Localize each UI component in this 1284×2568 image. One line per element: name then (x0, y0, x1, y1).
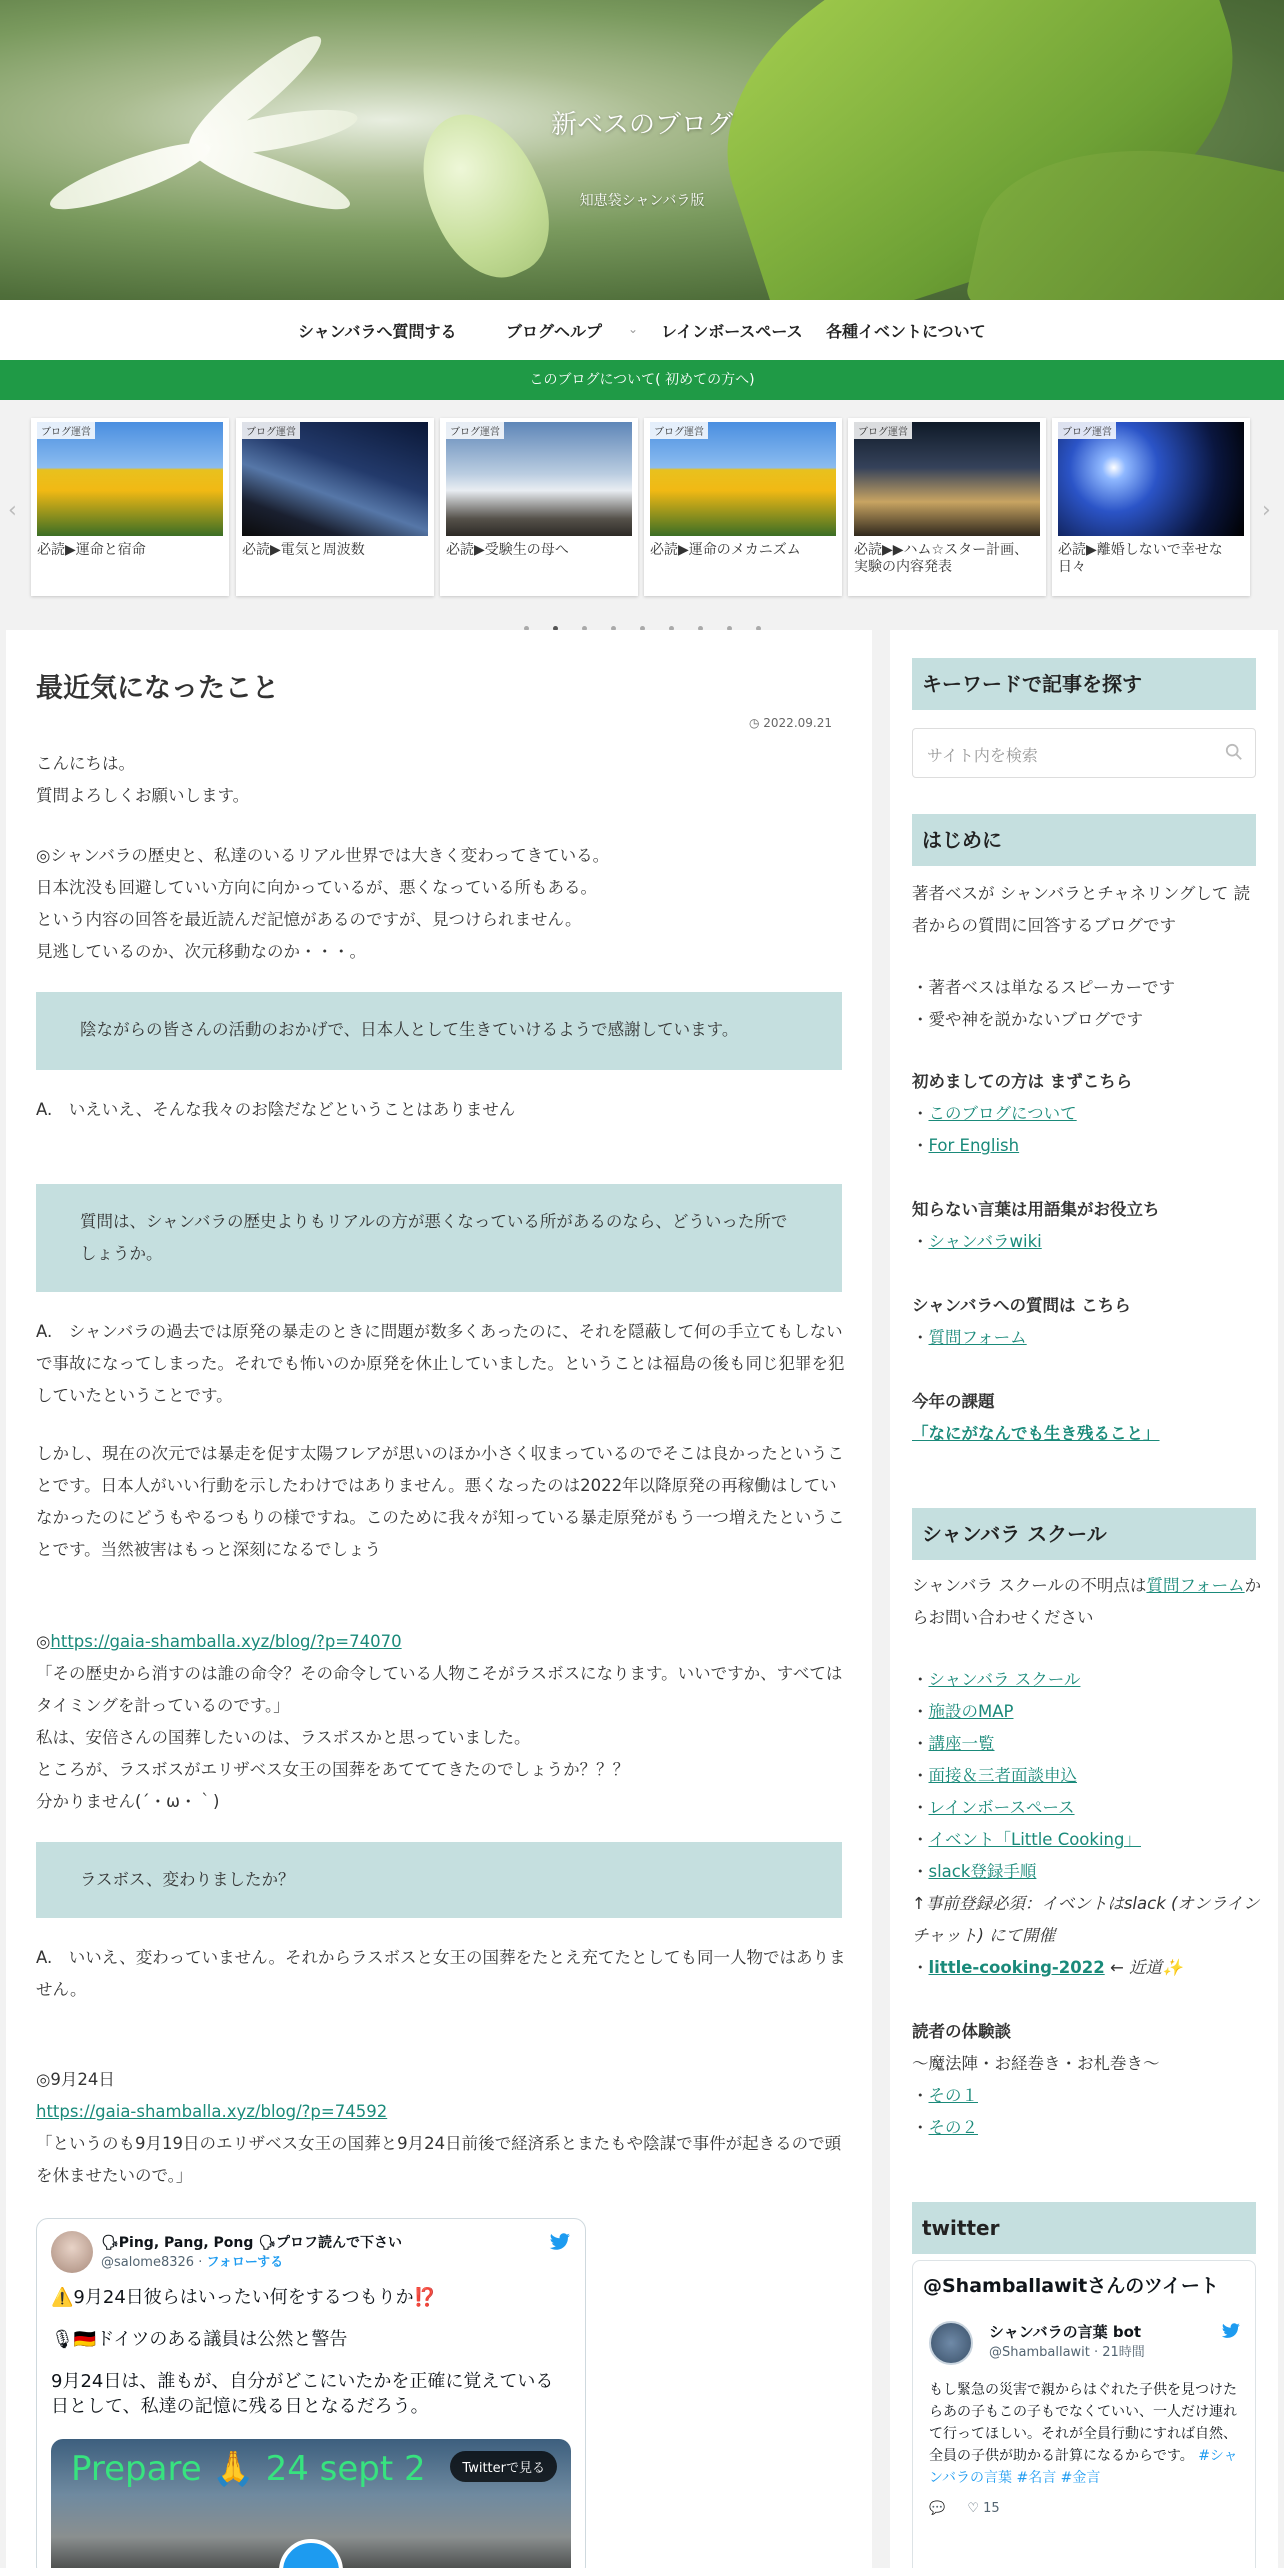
widget-title: キーワードで記事を探す (912, 658, 1256, 710)
category-tag: ブログ運営 (650, 422, 708, 439)
sidebar-link[interactable]: その２ (928, 2118, 978, 2137)
sidebar-link[interactable]: slack登録手順 (928, 1862, 1037, 1881)
carousel-card[interactable] (644, 418, 842, 596)
sidebar-link-row: ・slack登録手順 (912, 1862, 1037, 1881)
tweet-author-handle: @Shamballawit · 21時間 (989, 2345, 1145, 2360)
sidebar-link-row: ・その２ (912, 2118, 978, 2137)
card-title: 必読▶離婚しないで幸せな日々 (1058, 542, 1223, 575)
tweet-video[interactable] (51, 2439, 571, 2568)
carousel-card[interactable] (1052, 418, 1250, 596)
clock-icon: ◷ (748, 716, 764, 730)
tweet-text: 🎙🇩🇪ドイツのある議員は公然と警告 (51, 2329, 348, 2350)
card-thumbnail (854, 422, 1040, 536)
sidebar-link-row: ・このブログについて (912, 1104, 1077, 1123)
paragraph: 「その歴史から消すのは誰の命令？その命令している人物こそがラスボスになります。いいですか、すべてはタイミングを計っているのです。」 私は、安倍さんの国葬したいのは、ラスボスかと思っていました。 ところが、ラスボスがエリザベス女王の国葬をあてててきたのでしょうか？？？ 分かりません(´・ω・｀) (36, 1664, 843, 1811)
answer: しかし、現在の次元では暴走を促す太陽フレアが思いのほか小さく収まっているのでそこは良かったということです。日本人がいい行動を示したわけではありません。悪くなったのは2022年以降原発の再稼働はしていなかったのにどうもやるつもりの様ですね。このために我々が知っている暴走原発がもう一つ増えたということです。当然被害はもっと深刻になるでしょう (36, 1444, 845, 1559)
widget-title: はじめに (912, 814, 1256, 866)
carousel-card[interactable] (848, 418, 1046, 596)
category-tag: ブログ運営 (854, 422, 912, 439)
sidebar-link-row: ・シャンバラ スクール (912, 1670, 1081, 1689)
article-title: 最近気になったこと (36, 673, 279, 704)
sidebar-link-row: ・講座一覧 (912, 1734, 995, 1753)
link-paragraph (36, 1626, 846, 1658)
sidebar-link-row (912, 1418, 1262, 1450)
intro-bullet: ・著者ベスは単なるスピーカーです (912, 978, 1176, 997)
section-heading: 読者の体験談 (912, 2022, 1011, 2041)
school-note: ↑事前登録必須：イベントはslack (オンラインチャット) にて開催 (912, 1894, 1260, 1945)
card-thumbnail (1058, 422, 1244, 536)
hashtag-link[interactable]: #金言 (1060, 2470, 1101, 2486)
card-thumbnail (650, 422, 836, 536)
category-tag: ブログ運営 (242, 422, 300, 439)
header-hero (0, 0, 1284, 300)
tweet-author-name[interactable]: 🗣Ping, Pang, Pong 🗣プロフ読んで下さい (101, 2235, 403, 2251)
card-title: 必読▶受験生の母へ (446, 542, 569, 558)
search-input[interactable] (912, 728, 1256, 778)
sidebar-link[interactable]: シャンバラ スクール (928, 1670, 1081, 1689)
article (6, 630, 872, 2568)
sidebar-link[interactable]: 講座一覧 (928, 1734, 995, 1753)
bullet-mark: ◎ (36, 1632, 51, 1651)
sidebar-link[interactable]: 面接＆三者面談申込 (928, 1766, 1077, 1785)
sidebar-link-row: ・シャンバラwiki (912, 1232, 1042, 1251)
intro-text: 著者ベスが シャンバラとチャネリングして 読者からの質問に回答するブログです (912, 884, 1251, 935)
tweet-text: もし緊急の災害で親からはぐれた子供を見つけたらあの子もこの子もでなくていい、一人だけ連れて行ってほしい。それが全員行動にすれば自然、全員の子供が助かる計算になるからです。 #シャンバラの言葉 #名言 #金言 (929, 2382, 1238, 2486)
watch-on-twitter-button[interactable]: Twitterで見る (450, 2451, 557, 2482)
sidebar-link-row: ・レインボースペース (912, 1798, 1075, 1817)
like-icon[interactable]: ♡ (967, 2501, 979, 2516)
paragraph: こんにちは。 質問よろしくお願いします。 (36, 754, 250, 805)
sidebar-link[interactable]: 施設のMAP (928, 1702, 1014, 1721)
link-paragraph (36, 2096, 846, 2128)
sidebar-link-row: ・質問フォーム (912, 1328, 1027, 1347)
card-title: 必読▶電気と周波数 (242, 542, 365, 558)
video-caption: Prepare 🙏 24 sept 2 (71, 2449, 426, 2489)
sidebar-link-row: ・For English (912, 1136, 1020, 1155)
sidebar-link[interactable]: シャンバラwiki (928, 1232, 1042, 1251)
tweet-text: 9月24日は、誰もが、自分がどこにいたかを正確に覚えている日として、私達の記憶に残る日となるだろう。 (51, 2371, 554, 2417)
sidebar-link-row: ・面接＆三者面談申込 (912, 1766, 1077, 1785)
paragraph: 「というのも9月19日のエリザベス女王の国葬と9月24日前後で経済系とまたもや陰謀で事件が起きるので頭を休ませたいので。」 (36, 2134, 842, 2185)
article-date (749, 716, 832, 730)
article-link[interactable]: https://gaia-shamballa.xyz/blog/?p=74592 (36, 2102, 388, 2121)
timeline-title[interactable]: @Shamballawitさんのツイート (923, 2275, 1219, 2297)
answer: A. シャンバラの過去では原発の暴走のときに問題が数多くあったのに、それを隠蔽して何の手立てもしないで事故になってしまった。それでも怖いのか原発を休止していました。ということは福島の後も同じ犯罪を犯していたということです。 (36, 1322, 845, 1405)
hashtag-link[interactable]: #名言 (1016, 2470, 1057, 2486)
answer: A. いえいえ、そんな我々のお陰だなどということはありません (36, 1100, 516, 1119)
search-placeholder: サイト内を検索 (927, 746, 1038, 765)
category-tag: ブログ運営 (446, 422, 504, 439)
section-heading: 今年の課題 (912, 1392, 995, 1411)
carousel-card[interactable] (31, 418, 229, 596)
tweet-author-handle: @salome8326 · フォローする (101, 2255, 284, 2270)
question-box: 質問は、シャンバラの歴史よりもリアルの方が悪くなっている所があるのなら、どういった所でしょうか。 (36, 1184, 842, 1292)
chevron-right-icon[interactable]: › (1262, 498, 1271, 523)
like-count: 15 (983, 2501, 1000, 2516)
answer: A. いいえ、変わっていません。それからラスボスと女王の国葬をたとえ充てたとしても同一人物ではありません。 (36, 1948, 846, 1999)
chevron-down-icon[interactable]: ⌄ (628, 322, 639, 336)
hashtag-link[interactable]: #シャンバラの言葉 (929, 2448, 1238, 2486)
section-heading: 知らない言葉は用語集がお役立ち (912, 1200, 1160, 1219)
tweet-author-name[interactable]: シャンバラの言葉 bot (989, 2323, 1142, 2341)
global-nav (0, 300, 1284, 360)
widget-title: シャンバラ スクール (912, 1508, 1256, 1560)
card-title: 必読▶▶ハム☆スター計画、実験の内容発表 (854, 542, 1029, 575)
avatar[interactable] (929, 2321, 973, 2365)
sidebar-link[interactable]: 質問フォーム (928, 1328, 1027, 1347)
chevron-left-icon[interactable]: ‹ (8, 498, 17, 523)
article-link[interactable]: https://gaia-shamballa.xyz/blog/?p=74070 (50, 1632, 402, 1651)
search-icon[interactable] (1225, 743, 1243, 761)
sidebar-link[interactable]: little-cooking-2022 (928, 1958, 1105, 1977)
card-thumbnail (242, 422, 428, 536)
card-thumbnail (37, 422, 223, 536)
paragraph: ◎9月24日 (36, 2070, 115, 2089)
sidebar-link[interactable]: For English (928, 1136, 1020, 1155)
section-heading: 初めましての方は まずこちら (912, 1072, 1133, 1091)
card-title: 必読▶運命のメカニズム (650, 542, 801, 558)
nav-item-ask[interactable]: シャンバラへ質問する (298, 322, 457, 341)
twitter-timeline[interactable] (912, 2260, 1256, 2568)
tweet-actions (929, 2501, 1000, 2516)
twitter-bird-icon[interactable] (1221, 2323, 1241, 2339)
embedded-tweet[interactable] (36, 2218, 586, 2568)
sidebar-link[interactable]: イベント「Little Cooking」 (928, 1830, 1141, 1849)
nav-item-rainbow-space[interactable]: レインボースペース (661, 322, 803, 341)
reply-icon[interactable]: 💬 (929, 2501, 946, 2516)
nav-item-blog-help[interactable]: ブログヘルプ (506, 322, 603, 341)
nav-item-events[interactable]: 各種イベントについて (826, 322, 986, 341)
reader-subtitle: 〜魔法陣・お経巻き・お札巻き〜 (912, 2054, 1160, 2073)
tweet-text: ⚠️9月24日彼らはいったい何をするつもりか⁉️ (51, 2287, 436, 2308)
sidebar-link[interactable]: 「なにがなんでも生き残ること」 (912, 1424, 1160, 1443)
paragraph: ◎シャンバラの歴史と、私達のいるリアル世界では大きく変わってきている。 日本沈没も回避していい方向に向かっているが、悪くなっている所もある。 という内容の回答を最近読んだ記憶があるのですが、見つけられません。 見逃しているのか、次元移動なのか・・・。 (36, 846, 610, 961)
site-title[interactable]: 新ベスのブログ (550, 110, 733, 140)
avatar[interactable] (51, 2231, 93, 2273)
date-text: 2022.09.21 (763, 716, 832, 730)
twitter-bird-icon[interactable] (549, 2233, 571, 2251)
notice-bar[interactable]: このブログについて( 初めての方へ) (0, 360, 1284, 400)
intro-bullet: ・愛や神を説かないブログです (912, 1010, 1143, 1029)
sidebar-link[interactable]: 質問フォーム (1146, 1576, 1245, 1595)
featured-carousel (0, 400, 1284, 630)
sidebar-link-row: ・little-cooking-2022 ← 近道✨ (912, 1958, 1183, 1977)
question-box: ラスボス、変わりましたか？ (36, 1842, 842, 1918)
category-tag: ブログ運営 (1058, 422, 1116, 439)
question-box: 陰ながらの皆さんの活動のおかげで、日本人として生きていけるようで感謝しています。 (36, 992, 842, 1070)
follow-link[interactable]: フォローする (206, 2255, 284, 2270)
widget-title: twitter (912, 2202, 1256, 2254)
sidebar-link[interactable]: レインボースペース (928, 1798, 1075, 1817)
card-title: 必読▶運命と宿命 (37, 542, 146, 558)
sidebar-link-row: ・イベント「Little Cooking」 (912, 1830, 1141, 1849)
sidebar (890, 630, 1278, 2568)
card-thumbnail (446, 422, 632, 536)
play-icon[interactable] (279, 2539, 343, 2568)
school-text: シャンバラ スクールの不明点は質問フォームからお問い合わせください (912, 1576, 1262, 1627)
sidebar-link[interactable]: その１ (928, 2086, 978, 2105)
carousel-card[interactable] (236, 418, 434, 596)
carousel-card[interactable] (440, 418, 638, 596)
sidebar-link-row: ・施設のMAP (912, 1702, 1014, 1721)
sidebar-link-row: ・その１ (912, 2086, 978, 2105)
section-heading: シャンバラへの質問は こちら (912, 1296, 1131, 1315)
site-subtitle: 知恵袋シャンバラ版 (579, 193, 705, 209)
category-tag: ブログ運営 (37, 422, 95, 439)
sidebar-link[interactable]: このブログについて (928, 1104, 1077, 1123)
